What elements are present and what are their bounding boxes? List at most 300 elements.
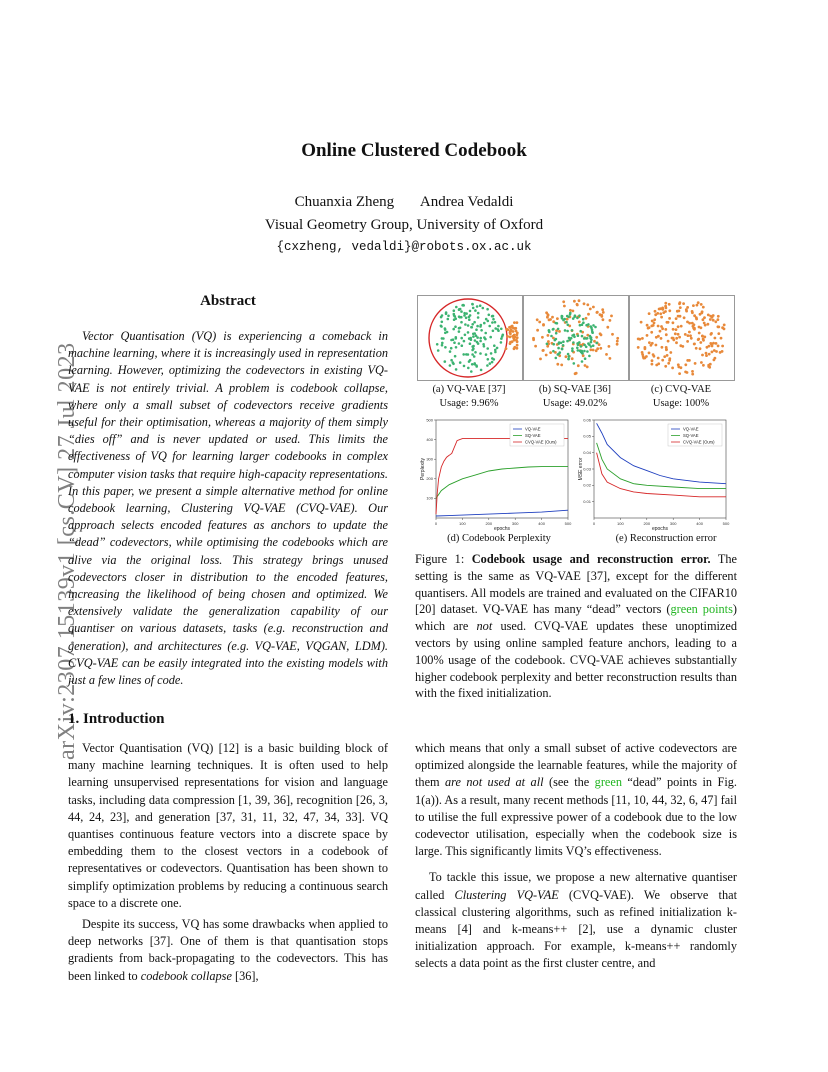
dead-codevector-point [577, 334, 580, 337]
dead-codevector-point [450, 347, 453, 350]
codevector-point [563, 305, 566, 308]
dead-codevector-point [449, 364, 452, 367]
codevector-point [686, 359, 689, 362]
dead-codevector-point [557, 353, 560, 356]
codevector-point [512, 330, 515, 333]
dead-codevector-point [562, 344, 565, 347]
paper-title: Online Clustered Codebook [301, 140, 527, 161]
dead-codevector-point [469, 310, 472, 313]
x-tick-label: 400 [696, 521, 703, 526]
dead-codevector-point [491, 315, 494, 318]
x-tick-label: 0 [592, 521, 596, 526]
codevector-point [659, 330, 662, 333]
dead-codevector-point [458, 342, 461, 345]
dead-codevector-point [444, 346, 447, 349]
dead-codevector-point [582, 318, 585, 321]
dead-codevector-point [453, 313, 456, 316]
reconstruction-chart [576, 414, 738, 532]
dead-codevector-point [555, 357, 558, 360]
codevector-point [539, 358, 542, 361]
legend-label: CVQ-VAE (Ours) [683, 439, 715, 445]
codevector-point [593, 340, 596, 343]
codevector-point [709, 318, 712, 321]
codevector-point [577, 364, 580, 367]
dead-codevector-point [455, 337, 458, 340]
dead-codevector-point [586, 350, 589, 353]
codevector-point [720, 337, 723, 340]
dead-codevector-point [479, 352, 482, 355]
dead-codevector-point [574, 314, 577, 317]
codevector-point [700, 303, 703, 306]
codevector-point [587, 313, 590, 316]
codevector-point [660, 337, 663, 340]
email: {cxzheng, vedaldi}@robots.ox.ac.uk [276, 240, 532, 254]
dead-codevector-point [467, 353, 470, 356]
intro-left-column [68, 740, 388, 985]
codevector-point [534, 345, 537, 348]
caption-label: Figure 1: [415, 552, 465, 566]
codevector-point [668, 317, 671, 320]
y-tick-label: 200 [426, 476, 433, 482]
codevector-point [513, 347, 516, 350]
dead-codevector-point [485, 318, 488, 321]
codevector-point [655, 364, 658, 367]
codevector-point [698, 326, 701, 329]
x-tick-label: 500 [564, 521, 572, 526]
p2-text-a: Despite its success, VQ has some drawbacks when applied to deep networks [37]. One of them is that quantisation stops gradients from back-propagating to the codevectors. This has been linked to [68, 917, 388, 983]
dead-codevector-point [581, 352, 584, 355]
dead-codevector-point [564, 329, 567, 332]
series-line-0 [436, 510, 568, 516]
subfig-c-usage: Usage: 100% [652, 398, 710, 409]
codevector-point [683, 316, 686, 319]
codevector-point [663, 355, 666, 358]
codevector-point [666, 321, 669, 324]
abstract-text: Vector Quantisation (VQ) is experiencing a comeback in machine learning, where it is increasingly used in representation learning. However, optimizing the codevectors in existing VQ-VAE is not entirely trivial. A problem is codebook collapse, where only a small subset of codevectors receive gradients useful for their optimisation, whereas a majority of them simply “dies off” and is never updated or used. This limits the effectiveness of VQ for learning larger codebooks in complex computer vision tasks that require high-capacity representations. In this paper, we present a simple alternative method for online codebook learning, Clustering VQ-VAE (CVQ-VAE). Our approach selects encoded features as anchors to update the “dead” codevectors, while optimising the codebooks which are alive via the original loss. This strategy brings unused codevectors closer in distribution to the encoded features, increasing the likelihood of being chosen and optimized. We extensively validate the generalization capability of our quantiser on various datasets, tasks (e.g. reconstruction and generation), and architectures (e.g. VQ-VAE, VQGAN, LDM). CVQ-VAE can be easily integrated into the existing models with just a few lines of code. [68, 329, 388, 688]
r1-green-text: green [594, 775, 622, 790]
subfig-c-caption [629, 383, 733, 411]
codevector-point [651, 342, 654, 345]
codevector-point [688, 331, 691, 334]
codevector-point [715, 350, 718, 353]
dead-codevector-point [476, 341, 479, 344]
dead-codevector-point [446, 331, 449, 334]
dead-codevector-point [585, 324, 588, 327]
x-tick-label: 200 [643, 521, 651, 526]
dead-codevector-point [441, 314, 444, 317]
dead-codevector-point [567, 316, 570, 319]
dead-codevector-point [444, 328, 447, 331]
scatter-plot-a [418, 296, 522, 380]
legend-label: VQ-VAE [525, 426, 541, 432]
codevector-point [638, 338, 641, 341]
dead-codevector-point [467, 367, 470, 370]
dead-codevector-point [455, 346, 458, 349]
intro-paragraph-4 [415, 869, 737, 972]
dead-codevector-point [455, 306, 458, 309]
dead-codevector-point [572, 317, 575, 320]
codevector-point [684, 333, 687, 336]
codevector-point [644, 346, 647, 349]
dead-codevector-point [586, 337, 589, 340]
intro-right-column [415, 740, 737, 973]
codevector-point [602, 311, 605, 314]
dead-codevector-point [475, 328, 478, 331]
dead-codevector-point [491, 361, 494, 364]
dead-codevector-point [470, 370, 473, 373]
codevector-point [661, 346, 664, 349]
codevector-point [700, 361, 703, 364]
dead-codevector-point [561, 316, 564, 319]
dead-codevector-point [485, 353, 488, 356]
dead-codevector-point [465, 317, 468, 320]
codevector-point [547, 313, 550, 316]
codevector-point [717, 332, 720, 335]
codevector-point [652, 353, 655, 356]
codevector-point [679, 306, 682, 309]
codevector-point [660, 316, 663, 319]
codevector-point [600, 334, 603, 337]
codevector-point [664, 305, 667, 308]
dead-codevector-point [590, 341, 593, 344]
dead-codevector-point [474, 339, 477, 342]
codevector-point [686, 340, 689, 343]
codevector-point [586, 303, 589, 306]
codevector-point [641, 337, 644, 340]
dead-codevector-point [591, 329, 594, 332]
dead-codevector-point [578, 314, 581, 317]
codevector-point [562, 300, 565, 303]
codevector-point [611, 333, 614, 336]
codevector-point [691, 373, 694, 376]
codevector-point [637, 346, 640, 349]
caption-text-c: used. CVQ-VAE updates these unoptimized vectors by using online sampled feature anchors, leading to a 100% usage of the codebook. CVQ-VAE achieves substantially higher codebook perplexity and better reconstruction results than with the fixed initialization. [415, 619, 737, 701]
codevector-point [707, 323, 710, 326]
x-tick-label: 0 [434, 521, 438, 526]
dead-codevector-point [472, 347, 475, 350]
codevector-point [582, 354, 585, 357]
codevector-point [667, 362, 670, 365]
codevector-point [566, 318, 569, 321]
codevector-point [665, 333, 668, 336]
codevector-point [708, 353, 711, 356]
codevector-point [680, 325, 683, 328]
codevector-point [657, 335, 660, 338]
codevector-point [505, 328, 508, 331]
codevector-point [641, 351, 644, 354]
dead-codevector-point [567, 353, 570, 356]
codevector-point [583, 302, 586, 305]
dead-codevector-point [467, 331, 470, 334]
codevector-point [692, 304, 695, 307]
codevector-point [511, 340, 514, 343]
dead-codevector-point [576, 317, 579, 320]
codevector-point [560, 364, 563, 367]
codevector-point [541, 336, 544, 339]
dead-codevector-point [460, 316, 463, 319]
codevector-point [671, 367, 674, 370]
dead-codevector-point [480, 324, 483, 327]
codevector-point [667, 340, 670, 343]
codevector-point [548, 319, 551, 322]
codevector-point [596, 311, 599, 314]
codevector-point [616, 340, 619, 343]
arxiv-stamp [10, 290, 80, 790]
r2-text-b: (CVQ-VAE). We observe that classical clustering algorithms, such as refined initialization k-means [4] and k-means++ [2], use a dynamic cluster initialization approach. For example, k-means++ randomly selects a data point as the first cluster centre, and [415, 887, 737, 971]
codevector-point [510, 328, 513, 331]
dead-codevector-point [472, 335, 475, 338]
codevector-point [688, 322, 691, 325]
codevector-point [699, 347, 702, 350]
caption-bold: Codebook usage and reconstruction error. [471, 552, 711, 566]
x-tick-label: 100 [617, 521, 624, 526]
perplexity-chart [418, 414, 580, 532]
dead-codevector-point [571, 350, 574, 353]
dead-codevector-point [473, 363, 476, 366]
dead-codevector-point [489, 362, 492, 365]
r1-text-b: (see the [543, 775, 595, 790]
dead-codevector-point [454, 355, 457, 358]
dead-codevector-point [440, 325, 443, 328]
x-tick-label: 400 [538, 521, 545, 526]
codevector-point [672, 321, 675, 324]
intro-heading: 1. Introduction [68, 711, 165, 727]
codevector-point [585, 317, 588, 320]
y-tick-label: 100 [426, 495, 433, 501]
codevector-point [699, 341, 702, 344]
codevector-point [677, 366, 680, 369]
dead-codevector-point [447, 315, 450, 318]
arxiv-id: arXiv:2307.15139v1 [cs.CV] 27 Jul 2023 [54, 342, 80, 760]
codevector-point [697, 301, 700, 304]
r1-text-c: “dead” points in Fig. 1(a)). As a result, many recent methods [11, 10, 44, 32, 6, 47] fail to utilise the full expressive power of a codebook due to the low codevector utilisation, especially when the codebook size is large. This significantly limits VQ’s effectiveness. [415, 775, 737, 859]
dead-codevector-point [557, 347, 560, 350]
codevector-point [695, 347, 698, 350]
dead-codevector-point [589, 337, 592, 340]
dead-codevector-point [437, 349, 440, 352]
codevector-point [556, 317, 559, 320]
codevector-point [589, 308, 592, 311]
dead-codevector-point [468, 360, 471, 363]
dead-codevector-point [492, 318, 495, 321]
dead-codevector-point [458, 308, 461, 311]
codevector-point [721, 345, 724, 348]
subfig-a-usage: Usage: 9.96% [439, 398, 499, 409]
dead-codevector-point [441, 344, 444, 347]
subfig-e-label: (e) Reconstruction error [615, 533, 717, 544]
dead-codevector-point [582, 321, 585, 324]
codevector-point [516, 321, 519, 324]
x-tick-label: 300 [669, 521, 677, 526]
codevector-point [610, 315, 613, 318]
codevector-point [678, 372, 681, 375]
codevector-point [592, 349, 595, 352]
r2-text-a: To tackle this issue, we propose a new alternative quantiser called [415, 870, 737, 902]
codevector-point [532, 338, 535, 341]
codevector-point [705, 354, 708, 357]
dead-codevector-point [577, 343, 580, 346]
codevector-point [654, 313, 657, 316]
y-tick-label: 0.05 [583, 433, 591, 439]
dead-codevector-point [484, 338, 487, 341]
abstract-heading: Abstract [200, 293, 256, 309]
codevector-point [571, 357, 574, 360]
codevector-point [650, 331, 653, 334]
dead-codevector-point [453, 318, 456, 321]
intro-paragraph-2 [68, 916, 388, 985]
dead-codevector-point [479, 304, 482, 307]
dead-codevector-point [583, 350, 586, 353]
dead-codevector-point [476, 325, 479, 328]
dead-codevector-point [494, 321, 497, 324]
dead-codevector-point [581, 335, 584, 338]
figure-caption [415, 551, 737, 702]
codevector-point [662, 311, 665, 314]
codevector-point [702, 339, 705, 342]
codevector-point [695, 318, 698, 321]
dead-codevector-point [462, 353, 465, 356]
codevector-point [648, 312, 651, 315]
dead-codevector-point [460, 321, 463, 324]
codevector-point [516, 344, 519, 347]
dead-codevector-point [462, 304, 465, 307]
dead-codevector-point [492, 330, 495, 333]
dead-codevector-point [450, 339, 453, 342]
codevector-point [685, 310, 688, 313]
codevector-point [697, 338, 700, 341]
codevector-point [694, 362, 697, 365]
dead-codevector-point [484, 332, 487, 335]
codevector-point [509, 336, 512, 339]
codevector-point [513, 321, 516, 324]
codevector-point [609, 319, 612, 322]
dead-codevector-point [559, 351, 562, 354]
series-line-2 [436, 439, 568, 514]
dead-codevector-point [483, 345, 486, 348]
codevector-point [714, 337, 717, 340]
codevector-point [648, 352, 651, 355]
dead-codevector-point [475, 334, 478, 337]
dead-codevector-point [460, 310, 463, 313]
codevector-point [616, 343, 619, 346]
codevector-point [650, 325, 653, 328]
dead-codevector-point [471, 326, 474, 329]
dead-codevector-point [471, 303, 474, 306]
dead-codevector-point [487, 358, 490, 361]
dead-codevector-point [474, 309, 477, 312]
codevector-point [675, 341, 678, 344]
codevector-point [715, 342, 718, 345]
dead-codevector-point [555, 332, 558, 335]
codevector-point [711, 351, 714, 354]
dead-codevector-point [480, 369, 483, 372]
codevector-point [602, 318, 605, 321]
codevector-point [702, 364, 705, 367]
codevector-point [699, 313, 702, 316]
dead-codevector-point [477, 316, 480, 319]
codevector-point [542, 324, 545, 327]
dead-codevector-point [479, 340, 482, 343]
dead-codevector-point [471, 323, 474, 326]
codevector-point [576, 303, 579, 306]
dead-codevector-point [486, 308, 489, 311]
codevector-point [679, 344, 682, 347]
codevector-point [536, 329, 539, 332]
codevector-point [691, 370, 694, 373]
codevector-point [599, 313, 602, 316]
codevector-point [717, 315, 720, 318]
codevector-point [664, 365, 667, 368]
codevector-point [668, 309, 671, 312]
dead-codevector-point [452, 328, 455, 331]
codevector-point [606, 326, 609, 329]
dead-codevector-point [458, 330, 461, 333]
series-line-2 [597, 453, 726, 497]
dead-codevector-point [561, 348, 564, 351]
codevector-point [661, 307, 664, 310]
dead-codevector-point [576, 347, 579, 350]
dead-codevector-point [500, 341, 503, 344]
codevector-point [721, 326, 724, 329]
dead-codevector-point [502, 334, 505, 337]
codevector-point [655, 344, 658, 347]
codevector-point [515, 339, 518, 342]
dead-codevector-point [468, 316, 471, 319]
codevector-point [714, 320, 717, 323]
codevector-point [558, 330, 561, 333]
dead-codevector-point [461, 344, 464, 347]
codevector-point [711, 345, 714, 348]
dead-codevector-point [450, 359, 453, 362]
dead-codevector-point [577, 349, 580, 352]
dead-codevector-point [500, 328, 503, 331]
dead-codevector-point [460, 337, 463, 340]
dead-codevector-point [497, 325, 500, 328]
subfig-a-label: (a) VQ-VAE [37] [432, 384, 506, 395]
codevector-point [693, 343, 696, 346]
codevector-point [678, 336, 681, 339]
codevector-point [516, 332, 519, 335]
codevector-point [698, 332, 701, 335]
dead-codevector-point [552, 350, 555, 353]
dead-codevector-point [583, 344, 586, 347]
y-tick-label: 500 [426, 417, 433, 423]
dead-codevector-point [454, 325, 457, 328]
dead-codevector-point [469, 337, 472, 340]
x-axis-label: epochs [493, 526, 511, 532]
dead-codevector-point [546, 343, 549, 346]
codevector-point [651, 359, 654, 362]
codevector-point [596, 347, 599, 350]
dead-codevector-point [566, 340, 569, 343]
dead-codevector-point [464, 323, 467, 326]
codevector-point [665, 348, 668, 351]
r1-text-a: which means that only a small subset of active codevectors are optimized alongside the learnable features, while the majority of them [415, 741, 737, 790]
scatter-panel-a [417, 295, 523, 381]
subfig-b-label: (b) SQ-VAE [36] [538, 384, 612, 395]
dead-codevector-point [496, 347, 499, 350]
codevector-point [651, 363, 654, 366]
codevector-point [599, 347, 602, 350]
codevector-point [653, 322, 656, 325]
dead-codevector-point [480, 329, 483, 332]
codevector-point [648, 326, 651, 329]
codevector-point [574, 372, 577, 375]
dead-codevector-point [467, 324, 470, 327]
author-1: Chuanxia Zheng [294, 194, 395, 210]
codevector-point [551, 316, 554, 319]
codevector-point [708, 345, 711, 348]
